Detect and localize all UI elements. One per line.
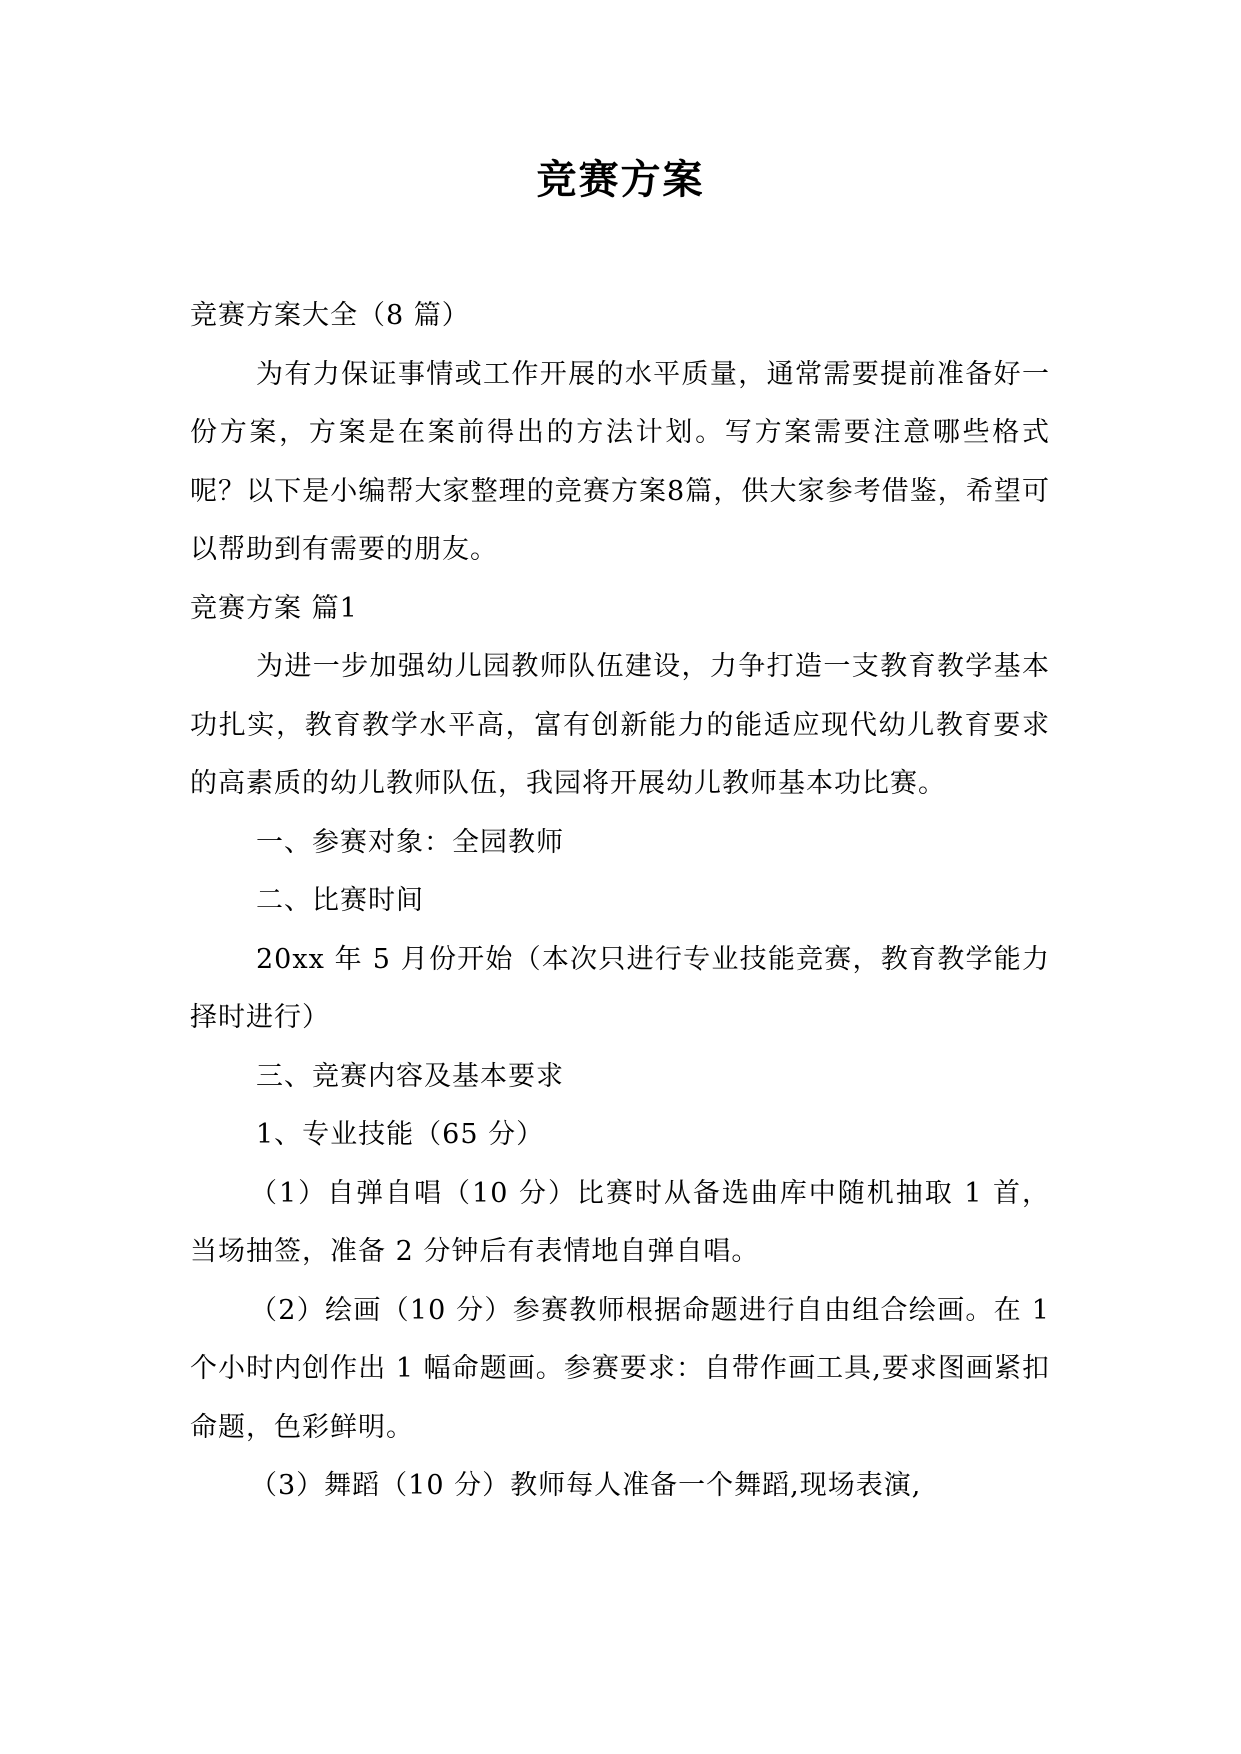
item-time-detail: 20xx 年 5 月份开始（本次只进行专业技能竞赛，教育教学能力择时进行） bbox=[190, 943, 1050, 1033]
item-skill-dance: （3）舞蹈（10 分）教师每人准备一个舞蹈,现场表演, bbox=[250, 1470, 922, 1501]
body-paragraph: 为进一步加强幼儿园教师队伍建设，力争打造一支教育教学基本功扎实，教育教学水平高，富有创新能力的能适应现代幼儿教育要求的高素质的幼儿教师队伍，我园将开展幼儿教师基本功比赛。 bbox=[190, 651, 1050, 799]
item-content-heading: 三、竞赛内容及基本要求 bbox=[256, 1060, 564, 1092]
document-title: 竞赛方案 bbox=[536, 157, 705, 203]
item-time-heading: 二、比赛时间 bbox=[256, 885, 424, 916]
intro-paragraph: 为有力保证事情或工作开展的水平质量，通常需要提前准备好一份方案，方案是在案前得出的方法计划。写方案需要注意哪些格式呢？以下是小编帮大家整理的竞赛方案8篇，供大家参考借鉴，希望可以帮助到有需要的朋友。 bbox=[190, 358, 1050, 565]
item-skill-singing: （1）自弹自唱（10 分）比赛时从备选曲库中随机抽取 1 首，当场抽签，准备 2 分钟后有表情地自弹自唱。 bbox=[190, 1177, 1050, 1267]
item-skills-heading: 1、专业技能（65 分） bbox=[256, 1119, 545, 1150]
item-participants: 一、参赛对象：全园教师 bbox=[256, 826, 564, 858]
section-heading: 竞赛方案 篇1 bbox=[190, 592, 358, 624]
document-body bbox=[190, 287, 1050, 1516]
subtitle-paragraph: 竞赛方案大全（8 篇） bbox=[190, 300, 470, 331]
item-skill-drawing: （2）绘画（10 分）参赛教师根据命题进行自由组合绘画。在 1 个小时内创作出 1 幅命题画。参赛要求：自带作画工具,要求图画紧扣命题，色彩鲜明。 bbox=[190, 1294, 1050, 1443]
